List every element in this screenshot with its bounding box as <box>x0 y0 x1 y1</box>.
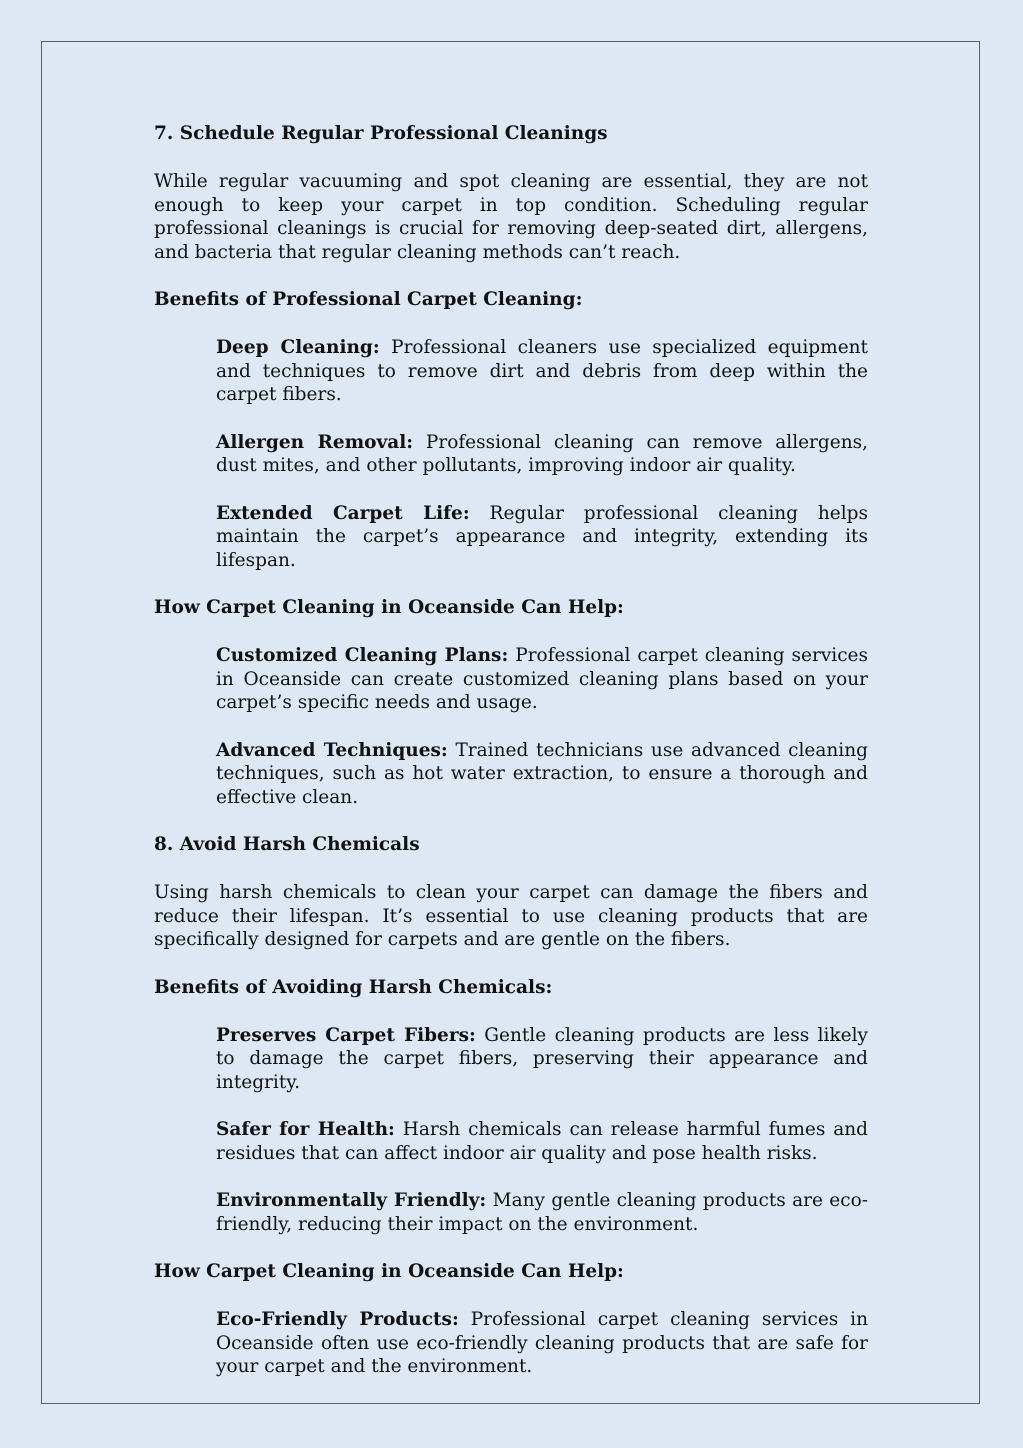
benefit-text: Professional cleaners use specialized equipment and techniques to remove dirt and debris from deep within the carpet fibers. <box>216 337 868 405</box>
document-body <box>154 122 868 1403</box>
benefit-text: Regular professional cleaning helps maintain the carpet’s appearance and integrity, extending its lifespan. <box>216 502 868 571</box>
benefit-item <box>216 1118 868 1165</box>
help-term: Advanced Techniques: <box>216 739 448 761</box>
section-heading: 8. Avoid Harsh Chemicals <box>154 834 420 855</box>
help-term: Customized Cleaning Plans: <box>216 645 509 666</box>
benefit-item <box>216 431 868 478</box>
benefit-term: Extended Carpet Life: <box>216 502 470 524</box>
help-heading: How Carpet Cleaning in Oceanside Can Help: <box>154 1261 624 1282</box>
help-text: Professional carpet cleaning services in Oceanside often use eco-friendly cleaning products that are safe for your carpet and the environment. <box>216 1309 868 1377</box>
help-item <box>216 644 868 715</box>
benefit-text: Many gentle cleaning products are eco-friendly, reducing their impact on the environment. <box>216 1190 868 1235</box>
benefits-heading: Benefits of Avoiding Harsh Chemicals: <box>154 976 553 998</box>
section-intro: Using harsh chemicals to clean your carpet can damage the fibers and reduce their lifespan. It’s essential to use cleaning products that are specifically designed for carpets and are gentle on the fibers. <box>154 882 868 950</box>
benefit-item <box>216 1024 868 1095</box>
benefit-term: Deep Cleaning: <box>216 337 380 358</box>
benefit-text: Professional cleaning can remove allergens, dust mites, and other pollutants, improving indoor air quality. <box>216 431 868 476</box>
benefit-term: Allergen Removal: <box>216 431 414 453</box>
section-heading: 7. Schedule Regular Professional Cleanings <box>154 123 608 144</box>
help-text: Trained technicians use advanced cleaning techniques, such as hot water extraction, to ensure a thorough and effective clean. <box>216 739 868 808</box>
benefit-term: Preserves Carpet Fibers: <box>216 1024 476 1046</box>
benefit-term: Safer for Health: <box>216 1119 395 1140</box>
benefit-text: Harsh chemicals can release harmful fumes and residues that can affect indoor air quality and pose health risks. <box>216 1119 868 1164</box>
section-intro: While regular vacuuming and spot cleaning are essential, they are not enough to keep your carpet in top condition. Scheduling regular professional cleanings is crucial for removing deep-seated dirt, allergens, and bacteria that regular cleaning methods can’t reach. <box>154 171 868 263</box>
benefit-text: Gentle cleaning products are less likely to damage the carpet fibers, preserving their appearance and integrity. <box>216 1024 868 1093</box>
benefit-item <box>216 502 868 573</box>
help-item <box>216 1308 868 1379</box>
benefits-heading: Benefits of Professional Carpet Cleaning: <box>154 289 583 310</box>
help-term: Eco-Friendly Products: <box>216 1309 459 1330</box>
benefit-item <box>216 1189 868 1236</box>
help-item <box>216 739 868 810</box>
help-heading: How Carpet Cleaning in Oceanside Can Help: <box>154 597 624 618</box>
benefit-item <box>216 336 868 407</box>
help-text: Professional carpet cleaning services in Oceanside can create customized cleaning plans based on your carpet’s specific needs and usage. <box>216 645 868 713</box>
benefit-term: Environmentally Friendly: <box>216 1190 487 1211</box>
